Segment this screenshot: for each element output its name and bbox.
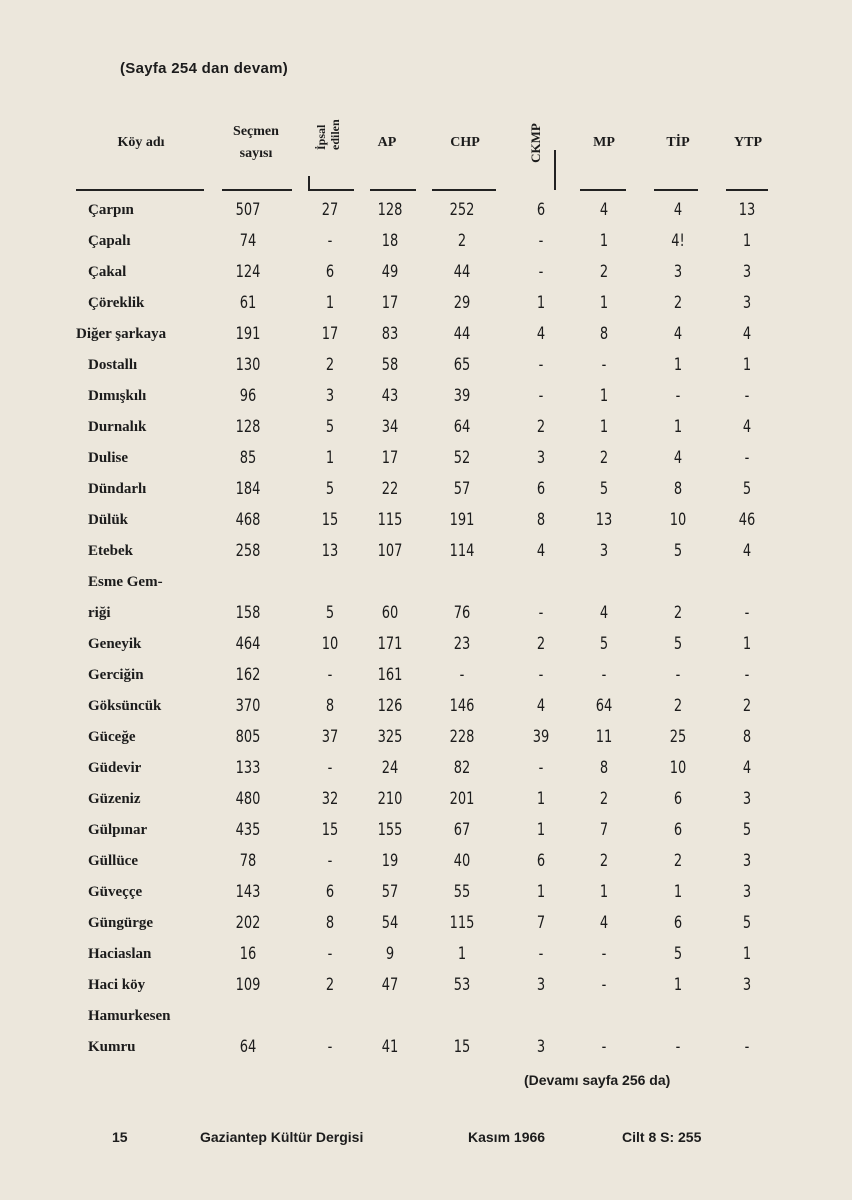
table-cell: 44 bbox=[453, 324, 471, 344]
table-cell: 34 bbox=[381, 417, 399, 437]
table-cell: 115 bbox=[449, 913, 475, 933]
col-voters bbox=[215, 100, 297, 186]
table-cell: 435 bbox=[235, 820, 261, 840]
table-cell: 49 bbox=[381, 262, 399, 282]
table-cell: - bbox=[744, 1037, 750, 1057]
table-cell: 3 bbox=[599, 541, 609, 561]
table-cell: 1 bbox=[673, 417, 683, 437]
table-cell: 228 bbox=[449, 727, 475, 747]
table-cell: 4 bbox=[742, 417, 752, 437]
table-cell: 6 bbox=[325, 262, 335, 282]
table-cell: - bbox=[601, 355, 607, 375]
table-cell: 2 bbox=[673, 293, 683, 313]
table-cell: 40 bbox=[453, 851, 471, 871]
village-name: Çapalı bbox=[88, 233, 131, 249]
village-name: riği bbox=[88, 605, 111, 621]
table-cell: 18 bbox=[381, 231, 399, 251]
footer-date: Kasım 1966 bbox=[468, 1129, 546, 1145]
header-rule bbox=[370, 189, 416, 191]
village-name: Durnalık bbox=[88, 419, 147, 435]
table-cell: 8 bbox=[742, 727, 752, 747]
table-cell: 6 bbox=[673, 820, 683, 840]
table-cell: 191 bbox=[449, 510, 475, 530]
table-row bbox=[0, 446, 852, 477]
footer-page-number: 15 bbox=[112, 1129, 128, 1145]
table-cell: 3 bbox=[742, 262, 752, 282]
table-cell: 7 bbox=[599, 820, 609, 840]
village-name: Çarpın bbox=[88, 202, 134, 218]
table-cell: 15 bbox=[321, 510, 339, 530]
table-cell: 61 bbox=[239, 293, 257, 313]
table-cell: 65 bbox=[453, 355, 471, 375]
table-row bbox=[0, 694, 852, 725]
village-name: Güngürge bbox=[88, 915, 154, 931]
table-cell: 4 bbox=[536, 541, 546, 561]
table-cell: 6 bbox=[673, 913, 683, 933]
table-row bbox=[0, 1035, 852, 1066]
village-name: Çöreklik bbox=[88, 295, 145, 311]
table-cell: - bbox=[459, 665, 465, 685]
table-cell: 2 bbox=[599, 262, 609, 282]
table-cell: 8 bbox=[325, 913, 335, 933]
table-cell: 2 bbox=[599, 448, 609, 468]
table-row bbox=[0, 291, 852, 322]
table-cell: - bbox=[327, 758, 333, 778]
header-rule bbox=[308, 189, 354, 191]
table-cell: 4 bbox=[599, 913, 609, 933]
table-cell: 5 bbox=[673, 944, 683, 964]
table-row bbox=[0, 942, 852, 973]
table-cell: - bbox=[744, 665, 750, 685]
table-cell: - bbox=[601, 944, 607, 964]
table-cell: 124 bbox=[235, 262, 261, 282]
table-cell: 1 bbox=[742, 355, 752, 375]
table-cell: 37 bbox=[321, 727, 339, 747]
table-cell: 1 bbox=[536, 293, 546, 313]
table-cell: 4 bbox=[673, 324, 683, 344]
table-row bbox=[0, 260, 852, 291]
table-cell: 4 bbox=[742, 758, 752, 778]
header-rule bbox=[222, 189, 292, 191]
table-cell: 1 bbox=[536, 789, 546, 809]
table-cell: 3 bbox=[742, 882, 752, 902]
table-cell: 8 bbox=[325, 696, 335, 716]
table-cell: 126 bbox=[377, 696, 403, 716]
village-name: Dulise bbox=[88, 450, 129, 466]
table-cell: 1 bbox=[599, 386, 609, 406]
table-cell: 162 bbox=[235, 665, 261, 685]
table-cell: 4 bbox=[599, 200, 609, 220]
table-cell: - bbox=[538, 355, 544, 375]
footer-volume: Cilt 8 S: 255 bbox=[622, 1129, 702, 1145]
table-cell: - bbox=[327, 665, 333, 685]
village-name: Güceğe bbox=[88, 729, 136, 745]
table-row bbox=[0, 632, 852, 663]
table-cell: - bbox=[601, 975, 607, 995]
village-name: Hamurkesen bbox=[88, 1008, 171, 1024]
col-tip: TİP bbox=[666, 135, 690, 150]
table-cell: 115 bbox=[377, 510, 403, 530]
col-ytp: YTP bbox=[734, 135, 762, 150]
col-chp: CHP bbox=[450, 135, 480, 150]
village-name: Geneyik bbox=[88, 636, 142, 652]
table-cell: 1 bbox=[673, 975, 683, 995]
header-rule bbox=[76, 189, 204, 191]
col-voters-line2: sayısı bbox=[239, 146, 273, 161]
table-cell: 58 bbox=[381, 355, 399, 375]
table-cell: 258 bbox=[235, 541, 261, 561]
table-cell: 5 bbox=[325, 603, 335, 623]
table-cell: 6 bbox=[536, 479, 546, 499]
table-cell: 17 bbox=[381, 293, 399, 313]
table-row bbox=[0, 1004, 852, 1035]
table-cell: 1 bbox=[673, 882, 683, 902]
table-cell: - bbox=[538, 262, 544, 282]
table-cell: 4 bbox=[536, 696, 546, 716]
table-cell: 17 bbox=[321, 324, 339, 344]
table-cell: 43 bbox=[381, 386, 399, 406]
table-cell: 5 bbox=[742, 913, 752, 933]
table-cell: 2 bbox=[325, 975, 335, 995]
village-name: Haciaslan bbox=[88, 946, 152, 962]
table-cell: 107 bbox=[377, 541, 403, 561]
table-cell: 6 bbox=[536, 851, 546, 871]
table-cell: - bbox=[675, 386, 681, 406]
village-name: Güzeniz bbox=[88, 791, 141, 807]
table-cell: 191 bbox=[235, 324, 261, 344]
table-cell: 1 bbox=[457, 944, 467, 964]
header-rule bbox=[726, 189, 768, 191]
table-cell: 2 bbox=[742, 696, 752, 716]
table-cell: 8 bbox=[599, 324, 609, 344]
table-cell: 2 bbox=[599, 851, 609, 871]
table-cell: 8 bbox=[673, 479, 683, 499]
table-cell: 41 bbox=[381, 1037, 399, 1057]
table-cell: - bbox=[601, 1037, 607, 1057]
header-divider bbox=[554, 150, 556, 190]
header-rule bbox=[432, 189, 496, 191]
table-row bbox=[0, 415, 852, 446]
table-cell: - bbox=[601, 665, 607, 685]
table-row bbox=[0, 539, 852, 570]
table-cell: 5 bbox=[673, 634, 683, 654]
table-cell: 4 bbox=[536, 324, 546, 344]
footer-magazine: Gaziantep Kültür Dergisi bbox=[200, 1129, 364, 1145]
table-cell: 54 bbox=[381, 913, 399, 933]
table-cell: 464 bbox=[235, 634, 261, 654]
village-name: Gerciğin bbox=[88, 667, 144, 683]
table-cell: 64 bbox=[239, 1037, 257, 1057]
table-cell: 57 bbox=[453, 479, 471, 499]
col-mp: MP bbox=[593, 135, 615, 150]
table-cell: 3 bbox=[325, 386, 335, 406]
table-cell: 468 bbox=[235, 510, 261, 530]
table-cell: - bbox=[675, 665, 681, 685]
table-row bbox=[0, 849, 852, 880]
table-cell: 55 bbox=[453, 882, 471, 902]
village-name: Kumru bbox=[88, 1039, 136, 1055]
table-cell: 2 bbox=[536, 417, 546, 437]
table-cell: 76 bbox=[453, 603, 471, 623]
table-cell: 32 bbox=[321, 789, 339, 809]
table-row bbox=[0, 756, 852, 787]
table-cell: 2 bbox=[673, 603, 683, 623]
table-cell: 10 bbox=[669, 758, 687, 778]
table-cell: 507 bbox=[235, 200, 261, 220]
table-cell: 8 bbox=[599, 758, 609, 778]
col-void-line1: İpsal bbox=[314, 124, 328, 150]
table-cell: 1 bbox=[742, 634, 752, 654]
table-cell: 5 bbox=[325, 417, 335, 437]
table-cell: 1 bbox=[742, 944, 752, 964]
table-cell: 19 bbox=[381, 851, 399, 871]
table-cell: 1 bbox=[599, 293, 609, 313]
table-cell: 184 bbox=[235, 479, 261, 499]
table-row bbox=[0, 601, 852, 632]
table-cell: 1 bbox=[325, 448, 335, 468]
village-name: Güllüce bbox=[88, 853, 139, 869]
table-cell: 2 bbox=[673, 851, 683, 871]
table-cell: 370 bbox=[235, 696, 261, 716]
table-cell: 1 bbox=[536, 820, 546, 840]
table-cell: 96 bbox=[239, 386, 257, 406]
table-cell: - bbox=[675, 1037, 681, 1057]
table-cell: - bbox=[538, 603, 544, 623]
table-row bbox=[0, 477, 852, 508]
table-row bbox=[0, 353, 852, 384]
table-cell: 7 bbox=[536, 913, 546, 933]
table-cell: 5 bbox=[325, 479, 335, 499]
table-cell: 128 bbox=[235, 417, 261, 437]
table-cell: - bbox=[538, 944, 544, 964]
table-cell: 4 bbox=[673, 200, 683, 220]
table-cell: 10 bbox=[321, 634, 339, 654]
table-row bbox=[0, 663, 852, 694]
table-cell: 16 bbox=[239, 944, 257, 964]
table-cell: 2 bbox=[457, 231, 467, 251]
table-cell: 53 bbox=[453, 975, 471, 995]
table-cell: 6 bbox=[536, 200, 546, 220]
table-cell: 1 bbox=[599, 231, 609, 251]
table-row bbox=[0, 973, 852, 1004]
table-cell: 2 bbox=[673, 696, 683, 716]
table-cell: 171 bbox=[377, 634, 403, 654]
village-name: Diğer şarkaya bbox=[76, 326, 167, 342]
table-cell: 46 bbox=[738, 510, 756, 530]
table-row bbox=[0, 911, 852, 942]
village-name: Dülük bbox=[88, 512, 129, 528]
continued-from-note: (Sayfa 254 dan devam) bbox=[120, 60, 289, 77]
table-row bbox=[0, 322, 852, 353]
table-row bbox=[0, 787, 852, 818]
table-cell: 1 bbox=[673, 355, 683, 375]
continued-on-note: (Devamı sayfa 256 da) bbox=[524, 1072, 671, 1088]
table-cell: - bbox=[327, 944, 333, 964]
table-cell: 64 bbox=[453, 417, 471, 437]
col-ap: AP bbox=[377, 135, 397, 150]
table-cell: 202 bbox=[235, 913, 261, 933]
table-cell: 2 bbox=[536, 634, 546, 654]
table-cell: 2 bbox=[599, 789, 609, 809]
table-cell: 17 bbox=[381, 448, 399, 468]
table-cell: 1 bbox=[599, 882, 609, 902]
table-cell: 2 bbox=[325, 355, 335, 375]
table-cell: 39 bbox=[453, 386, 471, 406]
table-cell: 5 bbox=[599, 479, 609, 499]
table-cell: 29 bbox=[453, 293, 471, 313]
table-cell: 3 bbox=[536, 448, 546, 468]
table-row bbox=[0, 198, 852, 229]
village-name: Dündarlı bbox=[88, 481, 147, 497]
table-cell: 5 bbox=[673, 541, 683, 561]
table-cell: 158 bbox=[235, 603, 261, 623]
table-cell: 4 bbox=[673, 448, 683, 468]
table-cell: 325 bbox=[377, 727, 403, 747]
village-name: Gülpınar bbox=[88, 822, 148, 838]
col-voters-line1: Seçmen bbox=[233, 124, 279, 139]
table-cell: 3 bbox=[673, 262, 683, 282]
table-cell: 201 bbox=[449, 789, 475, 809]
table-cell: 6 bbox=[325, 882, 335, 902]
table-cell: - bbox=[744, 603, 750, 623]
table-row bbox=[0, 229, 852, 260]
table-cell: 133 bbox=[235, 758, 261, 778]
col-village: Köy adı bbox=[117, 135, 165, 150]
table-cell: 146 bbox=[449, 696, 475, 716]
village-name: Güveççe bbox=[88, 884, 143, 900]
col-ckmp-label: CKMP bbox=[528, 123, 543, 163]
col-ckmp bbox=[516, 100, 556, 186]
table-row bbox=[0, 384, 852, 415]
table-cell: 3 bbox=[742, 789, 752, 809]
table-cell: 805 bbox=[235, 727, 261, 747]
table-cell: 4! bbox=[671, 231, 685, 251]
table-cell: 52 bbox=[453, 448, 471, 468]
table-cell: 4 bbox=[599, 603, 609, 623]
table-cell: 74 bbox=[239, 231, 257, 251]
table-cell: 13 bbox=[738, 200, 756, 220]
table-cell: 10 bbox=[669, 510, 687, 530]
village-name: Çakal bbox=[88, 264, 127, 280]
table-cell: 143 bbox=[235, 882, 261, 902]
table-cell: - bbox=[744, 448, 750, 468]
table-cell: 114 bbox=[449, 541, 475, 561]
village-name: Güdevir bbox=[88, 760, 142, 776]
table-cell: 47 bbox=[381, 975, 399, 995]
table-cell: 1 bbox=[536, 882, 546, 902]
village-name: Dımışkılı bbox=[88, 388, 147, 404]
village-name: Etebek bbox=[88, 543, 133, 559]
table-cell: 22 bbox=[381, 479, 399, 499]
village-name: Haci köy bbox=[88, 977, 146, 993]
table-cell: 8 bbox=[536, 510, 546, 530]
table-cell: 11 bbox=[595, 727, 613, 747]
table-cell: 161 bbox=[377, 665, 403, 685]
table-cell: - bbox=[538, 231, 544, 251]
header-divider bbox=[308, 176, 310, 190]
table-cell: 85 bbox=[239, 448, 257, 468]
table-cell: 5 bbox=[742, 479, 752, 499]
table-cell: 109 bbox=[235, 975, 261, 995]
table-cell: - bbox=[538, 758, 544, 778]
table-cell: - bbox=[327, 231, 333, 251]
table-row bbox=[0, 508, 852, 539]
table-cell: 5 bbox=[599, 634, 609, 654]
table-cell: 128 bbox=[377, 200, 403, 220]
table-cell: 130 bbox=[235, 355, 261, 375]
table-cell: 15 bbox=[321, 820, 339, 840]
table-cell: 155 bbox=[377, 820, 403, 840]
table-cell: 13 bbox=[595, 510, 613, 530]
table-cell: 1 bbox=[742, 231, 752, 251]
col-void bbox=[306, 100, 350, 186]
table-cell: 13 bbox=[321, 541, 339, 561]
table-cell: 3 bbox=[536, 1037, 546, 1057]
table-cell: 1 bbox=[325, 293, 335, 313]
col-void-line2: edilen bbox=[328, 119, 342, 150]
table-cell: - bbox=[538, 665, 544, 685]
table-cell: - bbox=[538, 386, 544, 406]
header-rule bbox=[580, 189, 626, 191]
table-cell: 6 bbox=[673, 789, 683, 809]
table-cell: 23 bbox=[453, 634, 471, 654]
table-cell: 3 bbox=[742, 293, 752, 313]
table-row bbox=[0, 818, 852, 849]
table-cell: 24 bbox=[381, 758, 399, 778]
header-rule bbox=[654, 189, 698, 191]
table-cell: - bbox=[327, 1037, 333, 1057]
table-row bbox=[0, 570, 852, 601]
table-cell: 44 bbox=[453, 262, 471, 282]
table-cell: - bbox=[744, 386, 750, 406]
table-cell: 83 bbox=[381, 324, 399, 344]
table-cell: 4 bbox=[742, 324, 752, 344]
table-cell: 9 bbox=[385, 944, 395, 964]
village-name: Esme Gem- bbox=[88, 574, 163, 590]
table-cell: 480 bbox=[235, 789, 261, 809]
table-cell: 15 bbox=[453, 1037, 471, 1057]
table-cell: 78 bbox=[239, 851, 257, 871]
table-cell: 3 bbox=[742, 975, 752, 995]
table-cell: 5 bbox=[742, 820, 752, 840]
table-cell: 252 bbox=[449, 200, 475, 220]
table-cell: 64 bbox=[595, 696, 613, 716]
village-name: Göksüncük bbox=[88, 698, 162, 714]
table-cell: 27 bbox=[321, 200, 339, 220]
table-cell: 57 bbox=[381, 882, 399, 902]
table-cell: 67 bbox=[453, 820, 471, 840]
table-row bbox=[0, 725, 852, 756]
table-cell: 25 bbox=[669, 727, 687, 747]
table-cell: 82 bbox=[453, 758, 471, 778]
table-cell: - bbox=[327, 851, 333, 871]
table-cell: 3 bbox=[742, 851, 752, 871]
table-cell: 1 bbox=[599, 417, 609, 437]
village-name: Dostallı bbox=[88, 357, 138, 373]
table-cell: 39 bbox=[532, 727, 550, 747]
table-cell: 210 bbox=[377, 789, 403, 809]
table-row bbox=[0, 880, 852, 911]
table-cell: 60 bbox=[381, 603, 399, 623]
table-cell: 4 bbox=[742, 541, 752, 561]
table-cell: 3 bbox=[536, 975, 546, 995]
